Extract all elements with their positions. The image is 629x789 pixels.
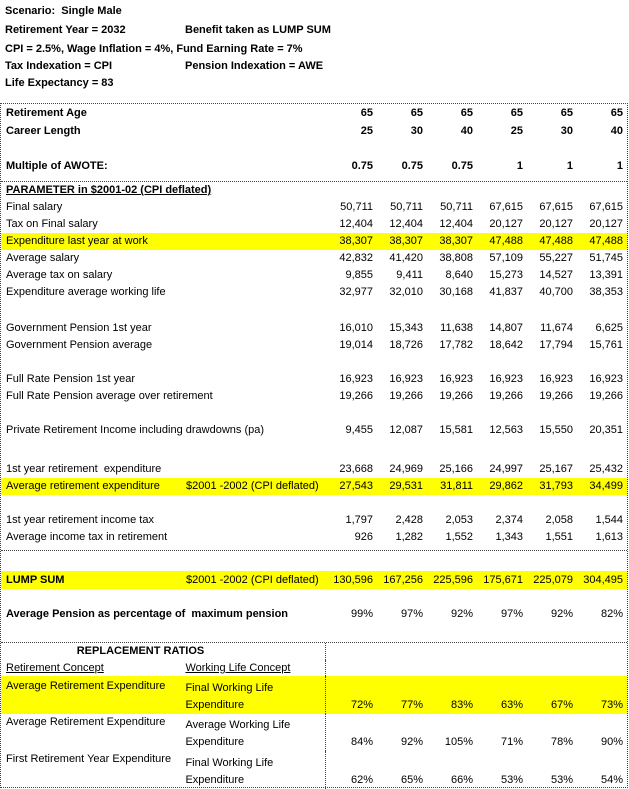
cell-value: 31,793 bbox=[539, 480, 573, 492]
row-label: 1st year retirement expenditure bbox=[6, 463, 162, 475]
cell-value: 78% bbox=[550, 736, 573, 748]
cell-value: 926 bbox=[354, 531, 373, 543]
cell-value: 19,266 bbox=[589, 390, 623, 402]
table-row-highlighted bbox=[1, 478, 627, 495]
cell-value: 27,543 bbox=[339, 480, 373, 492]
cell-value: 29,531 bbox=[389, 480, 423, 492]
cell-value: 90% bbox=[600, 736, 623, 748]
cell-value: 38,307 bbox=[439, 235, 473, 247]
cell-value: 130,596 bbox=[333, 574, 373, 586]
spacer-row bbox=[1, 354, 627, 371]
row-label: Average tax on salary bbox=[6, 269, 113, 281]
deflator-note: $2001 -2002 (CPI deflated) bbox=[186, 574, 319, 586]
cell-value: 57,109 bbox=[489, 252, 523, 264]
concept-label: Average Retirement Expenditure bbox=[6, 716, 166, 728]
cell-value: 31,811 bbox=[440, 480, 473, 492]
row-label: Multiple of AWOTE: bbox=[6, 160, 108, 172]
table-row bbox=[1, 267, 627, 284]
working-life-concept-header: Working Life Concept bbox=[185, 662, 291, 674]
cell-value: 24,969 bbox=[389, 463, 423, 475]
table-row bbox=[1, 104, 627, 122]
row-label: Career Length bbox=[6, 125, 81, 137]
spacer-row bbox=[1, 140, 627, 158]
cell-value: 16,923 bbox=[539, 373, 573, 385]
cell-value: 19,266 bbox=[389, 390, 423, 402]
cell-value: 20,351 bbox=[589, 424, 623, 436]
cell-value: 13,391 bbox=[589, 269, 623, 281]
row-label: Tax on Final salary bbox=[6, 218, 98, 230]
cell-value: 0.75 bbox=[351, 160, 373, 172]
cell-value: 40 bbox=[610, 125, 623, 137]
spacer-row bbox=[1, 495, 627, 512]
cell-value: 25,167 bbox=[539, 463, 573, 475]
spacer-row bbox=[1, 623, 627, 642]
cell-value: 12,404 bbox=[439, 218, 473, 230]
cell-value: 175,671 bbox=[483, 574, 523, 586]
cell-value: 17,794 bbox=[539, 339, 573, 351]
column-header-section bbox=[1, 104, 627, 182]
cell-value: 18,726 bbox=[389, 339, 423, 351]
life-expectancy-label: Life Expectancy = 83 bbox=[5, 77, 114, 89]
cell-value: 40 bbox=[460, 125, 473, 137]
table-row bbox=[1, 422, 627, 439]
cell-value: 6,625 bbox=[595, 322, 623, 334]
cell-value: 67,615 bbox=[489, 201, 523, 213]
cell-value: 9,455 bbox=[345, 424, 373, 436]
spacer-row bbox=[1, 439, 627, 461]
row-label: Final salary bbox=[6, 201, 63, 213]
retirement-year-label: Retirement Year = 2032 bbox=[5, 24, 126, 36]
cell-value: 47,488 bbox=[489, 235, 523, 247]
row-label: LUMP SUM bbox=[6, 574, 65, 586]
cell-value: 2,058 bbox=[545, 514, 573, 526]
cell-value: 38,307 bbox=[389, 235, 423, 247]
cell-value: 38,353 bbox=[589, 286, 623, 298]
cell-value: 15,343 bbox=[389, 322, 423, 334]
cell-value: 1,282 bbox=[395, 531, 423, 543]
cell-value: 38,307 bbox=[339, 235, 373, 247]
replacement-row-highlighted bbox=[1, 676, 627, 714]
cell-value: 304,495 bbox=[583, 574, 623, 586]
table-row bbox=[1, 284, 627, 301]
cell-value: 16,923 bbox=[589, 373, 623, 385]
cell-value: 18,642 bbox=[489, 339, 523, 351]
cell-value: 12,404 bbox=[389, 218, 423, 230]
cell-value: 12,404 bbox=[339, 218, 373, 230]
lump-sum-row bbox=[1, 571, 627, 589]
cell-value: 14,807 bbox=[489, 322, 523, 334]
table-row bbox=[1, 320, 627, 337]
parameter-section bbox=[1, 182, 627, 551]
replacement-header-row bbox=[1, 660, 627, 676]
cell-value: 65 bbox=[560, 107, 573, 119]
cell-value: 16,010 bbox=[339, 322, 373, 334]
cell-value: 92% bbox=[450, 608, 473, 620]
cell-value: 65 bbox=[360, 107, 373, 119]
row-label: Expenditure average working life bbox=[6, 286, 166, 298]
cell-value: 19,266 bbox=[439, 390, 473, 402]
cell-value: 65 bbox=[460, 107, 473, 119]
cell-value: 53% bbox=[550, 774, 573, 786]
row-label: Private Retirement Income including drawdowns (pa) bbox=[6, 424, 265, 436]
cell-value: 9,855 bbox=[345, 269, 373, 281]
cell-value: 16,923 bbox=[439, 373, 473, 385]
cell-value: 51,745 bbox=[589, 252, 623, 264]
cell-value: 25 bbox=[360, 125, 373, 137]
table-row bbox=[1, 122, 627, 140]
cell-value: 47,488 bbox=[589, 235, 623, 247]
cell-value: 30 bbox=[410, 125, 423, 137]
row-label: Average retirement expenditure bbox=[6, 480, 160, 492]
cell-value: 82% bbox=[600, 608, 623, 620]
row-label: Average Pension as percentage of maximum pension bbox=[6, 608, 289, 620]
pension-indexation-label: Pension Indexation = AWE bbox=[185, 60, 324, 72]
cell-value: 15,581 bbox=[439, 424, 473, 436]
spacer-row bbox=[1, 546, 627, 550]
cell-value: 25 bbox=[510, 125, 523, 137]
row-label: Average income tax in retirement bbox=[6, 531, 168, 543]
lump-sum-section bbox=[1, 551, 627, 643]
cell-value: 11,638 bbox=[440, 322, 473, 334]
spacer-row bbox=[1, 551, 627, 571]
cell-value: 50,711 bbox=[390, 201, 423, 213]
cell-value: 71% bbox=[500, 736, 523, 748]
row-label: Government Pension average bbox=[6, 339, 153, 351]
table-row bbox=[1, 529, 627, 546]
cell-value: 225,079 bbox=[533, 574, 573, 586]
cell-value: 63% bbox=[500, 699, 523, 711]
cell-value: 62% bbox=[350, 774, 373, 786]
cell-value: 65 bbox=[410, 107, 423, 119]
cell-value: 77% bbox=[400, 699, 423, 711]
assumptions-label: CPI = 2.5%, Wage Inflation = 4%, Fund Earning Rate = 7% bbox=[5, 43, 303, 55]
spacer-row bbox=[1, 301, 627, 320]
cell-value: 15,761 bbox=[589, 339, 623, 351]
cell-value: 30,168 bbox=[439, 286, 473, 298]
cell-value: 19,266 bbox=[339, 390, 373, 402]
cell-value: 0.75 bbox=[451, 160, 473, 172]
cell-value: 1,552 bbox=[445, 531, 473, 543]
cell-value: 105% bbox=[444, 736, 473, 748]
cell-value: 1 bbox=[516, 160, 523, 172]
replacement-ratios-section bbox=[1, 643, 627, 789]
cell-value: 16,923 bbox=[389, 373, 423, 385]
cell-value: 73% bbox=[600, 699, 623, 711]
cell-value: 32,010 bbox=[389, 286, 423, 298]
cell-value: 92% bbox=[550, 608, 573, 620]
cell-value: 19,266 bbox=[539, 390, 573, 402]
cell-value: 65 bbox=[610, 107, 623, 119]
replacement-row bbox=[1, 714, 627, 751]
cell-value: 1,551 bbox=[545, 531, 573, 543]
table-row bbox=[1, 199, 627, 216]
cell-value: 15,273 bbox=[489, 269, 523, 281]
table-row bbox=[1, 371, 627, 388]
table-row-highlighted bbox=[1, 233, 627, 250]
cell-value: 40,700 bbox=[539, 286, 573, 298]
cell-value: 14,527 bbox=[539, 269, 573, 281]
row-label: Full Rate Pension average over retirement bbox=[6, 390, 213, 402]
cell-value: 2,053 bbox=[445, 514, 473, 526]
cell-value: 24,997 bbox=[489, 463, 523, 475]
working-label: Final Working Life Expenditure bbox=[185, 682, 274, 711]
cell-value: 23,668 bbox=[339, 463, 373, 475]
cell-value: 167,256 bbox=[383, 574, 423, 586]
average-pension-row bbox=[1, 606, 627, 623]
cell-value: 20,127 bbox=[589, 218, 623, 230]
replacement-title-row bbox=[1, 643, 627, 660]
cell-value: 99% bbox=[350, 608, 373, 620]
cell-value: 29,862 bbox=[489, 480, 523, 492]
row-label: Retirement Age bbox=[6, 107, 87, 119]
row-label: Average salary bbox=[6, 252, 80, 264]
table-row bbox=[1, 250, 627, 267]
cell-value: 0.75 bbox=[401, 160, 423, 172]
cell-value: 20,127 bbox=[539, 218, 573, 230]
cell-value: 1 bbox=[616, 160, 623, 172]
cell-value: 66% bbox=[450, 774, 473, 786]
cell-value: 65 bbox=[510, 107, 523, 119]
cell-value: 19,014 bbox=[339, 339, 373, 351]
cell-value: 97% bbox=[400, 608, 423, 620]
table-row bbox=[1, 216, 627, 233]
deflator-note: $2001 -2002 (CPI deflated) bbox=[186, 480, 319, 492]
cell-value: 67% bbox=[550, 699, 573, 711]
scenario-title: Scenario: Single Male bbox=[5, 5, 122, 17]
cell-value: 2,374 bbox=[495, 514, 523, 526]
row-label: 1st year retirement income tax bbox=[6, 514, 154, 526]
cell-value: 42,832 bbox=[339, 252, 373, 264]
benefit-label: Benefit taken as LUMP SUM bbox=[185, 24, 331, 36]
cell-value: 65% bbox=[400, 774, 423, 786]
cell-value: 1,613 bbox=[595, 531, 623, 543]
scenario-header bbox=[0, 2, 629, 91]
cell-value: 72% bbox=[350, 699, 373, 711]
row-label: Expenditure last year at work bbox=[6, 235, 148, 247]
row-label: Government Pension 1st year bbox=[6, 322, 152, 334]
cell-value: 83% bbox=[450, 699, 473, 711]
cell-value: 47,488 bbox=[539, 235, 573, 247]
cell-value: 1,544 bbox=[595, 514, 623, 526]
retirement-concept-header: Retirement Concept bbox=[6, 662, 104, 674]
cell-value: 84% bbox=[350, 736, 373, 748]
working-label: Final Working Life Expenditure bbox=[185, 757, 274, 786]
spreadsheet bbox=[0, 103, 628, 788]
row-label: Full Rate Pension 1st year bbox=[6, 373, 136, 385]
cell-value: 1,343 bbox=[495, 531, 523, 543]
spacer-row bbox=[1, 175, 627, 181]
cell-value: 41,837 bbox=[489, 286, 523, 298]
replacement-row bbox=[1, 751, 627, 789]
cell-value: 2,428 bbox=[395, 514, 423, 526]
replacement-title: REPLACEMENT RATIOS bbox=[1, 643, 326, 660]
cell-value: 1 bbox=[566, 160, 573, 172]
cell-value: 38,808 bbox=[439, 252, 473, 264]
spacer-row bbox=[1, 405, 627, 422]
cell-value: 8,640 bbox=[445, 269, 473, 281]
section-title-row bbox=[1, 182, 627, 199]
cell-value: 55,227 bbox=[539, 252, 573, 264]
cell-value: 15,550 bbox=[539, 424, 573, 436]
cell-value: 16,923 bbox=[339, 373, 373, 385]
table-row bbox=[1, 158, 627, 175]
working-label: Average Working Life Expenditure bbox=[185, 719, 291, 748]
cell-value: 50,711 bbox=[340, 201, 373, 213]
cell-value: 92% bbox=[400, 736, 423, 748]
cell-value: 12,087 bbox=[389, 424, 423, 436]
table-row bbox=[1, 512, 627, 529]
cell-value: 225,596 bbox=[433, 574, 473, 586]
cell-value: 54% bbox=[600, 774, 623, 786]
cell-value: 9,411 bbox=[396, 269, 423, 281]
cell-value: 19,266 bbox=[489, 390, 523, 402]
cell-value: 30 bbox=[560, 125, 573, 137]
cell-value: 97% bbox=[500, 608, 523, 620]
cell-value: 11,674 bbox=[540, 322, 573, 334]
cell-value: 17,782 bbox=[439, 339, 473, 351]
cell-value: 67,615 bbox=[589, 201, 623, 213]
table-row bbox=[1, 388, 627, 405]
cell-value: 34,499 bbox=[589, 480, 623, 492]
cell-value: 41,420 bbox=[389, 252, 423, 264]
cell-value: 25,166 bbox=[439, 463, 473, 475]
cell-value: 12,563 bbox=[489, 424, 523, 436]
table-row bbox=[1, 337, 627, 354]
tax-indexation-label: Tax Indexation = CPI bbox=[5, 60, 113, 72]
cell-value: 20,127 bbox=[489, 218, 523, 230]
cell-value: 53% bbox=[500, 774, 523, 786]
spacer-row bbox=[1, 589, 627, 606]
cell-value: 1,797 bbox=[345, 514, 373, 526]
cell-value: 32,977 bbox=[339, 286, 373, 298]
cell-value: 50,711 bbox=[440, 201, 473, 213]
concept-label: First Retirement Year Expenditure bbox=[6, 753, 172, 765]
table-row bbox=[1, 461, 627, 478]
cell-value: 16,923 bbox=[489, 373, 523, 385]
cell-value: 67,615 bbox=[539, 201, 573, 213]
concept-label: Average Retirement Expenditure bbox=[6, 680, 166, 692]
cell-value: 25,432 bbox=[589, 463, 623, 475]
section-title: PARAMETER in $2001-02 (CPI deflated) bbox=[6, 184, 212, 196]
